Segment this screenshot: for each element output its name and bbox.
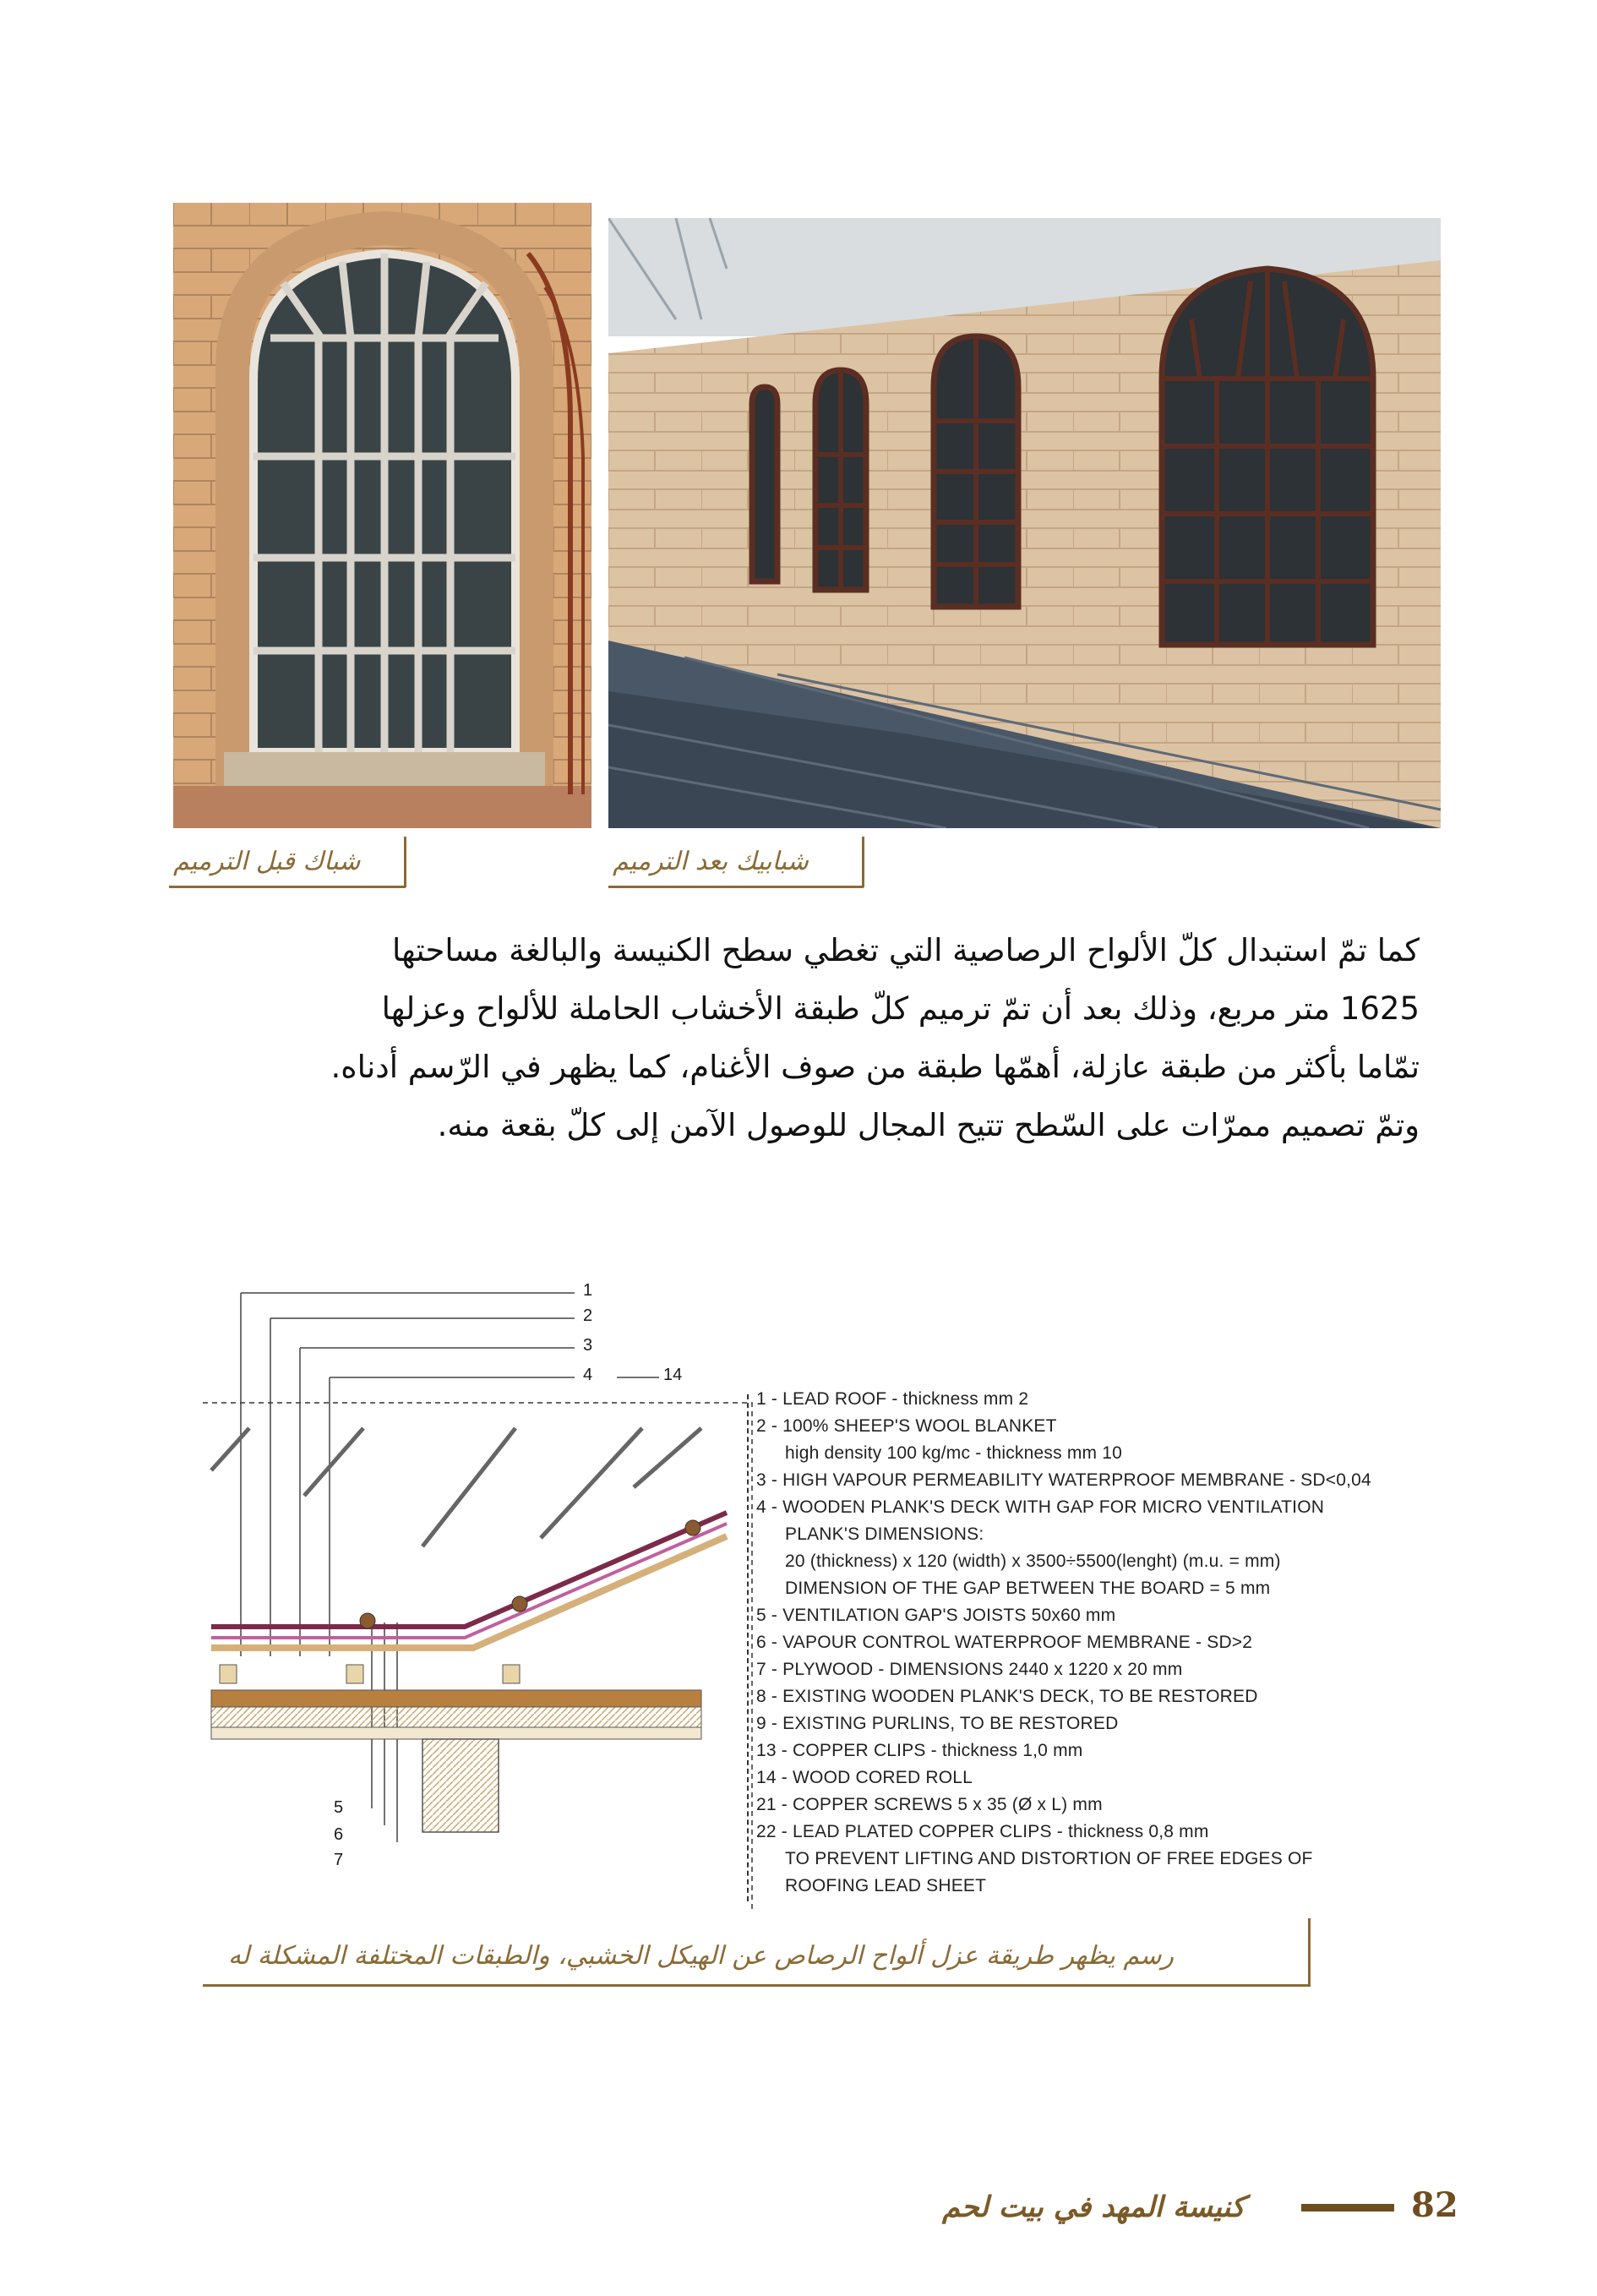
legend-item: 4 - WOODEN PLANK'S DECK WITH GAP FOR MICRO VENTILATION: [756, 1497, 1325, 1517]
diagram-label-2: 2: [583, 1306, 593, 1325]
caption-rule-vertical: [862, 837, 864, 887]
legend-item: high density 100 kg/mc - thickness mm 10: [785, 1443, 1123, 1463]
footer-rule: [1301, 2204, 1394, 2211]
diagram-label-5: 5: [334, 1798, 344, 1817]
legend-item: 8 - EXISTING WOODEN PLANK'S DECK, TO BE RESTORED: [756, 1687, 1258, 1706]
paragraph-line: وتمّ تصميم ممرّات على السّطح تتيح المجال للوصول الآمن إلى كلّ بقعة منه.: [437, 1107, 1420, 1143]
legend-item: 7 - PLYWOOD - DIMENSIONS 2440 x 1220 x 20 mm: [756, 1660, 1183, 1679]
legend-item: 14 - WOOD CORED ROLL: [756, 1768, 973, 1787]
legend-item: 1 - LEAD ROOF - thickness mm 2: [756, 1389, 1029, 1409]
roof-section-diagram: [203, 1268, 760, 1910]
legend-item: 2 - 100% SHEEP'S WOOL BLANKET: [756, 1416, 1057, 1436]
diagram-label-14: 14: [663, 1366, 683, 1384]
paragraph-line: تمّاما بأكثر من طبقة عازلة، أهمّها طبقة من صوف الأغنام، كما يظهر في الرّسم أدناه.: [330, 1049, 1420, 1085]
caption-rule-horizontal: [608, 886, 864, 888]
caption-after: شبابيك بعد الترميم: [613, 847, 809, 876]
diagram-label-3: 3: [583, 1336, 593, 1355]
body-paragraph: [186, 921, 1420, 1154]
legend-item: 9 - EXISTING PURLINS, TO BE RESTORED: [756, 1714, 1119, 1733]
legend-item: DIMENSION OF THE GAP BETWEEN THE BOARD = 5 mm: [785, 1579, 1271, 1598]
legend-item: 6 - VAPOUR CONTROL WATERPROOF MEMBRANE - SD>2: [756, 1633, 1253, 1652]
diagram-label-6: 6: [334, 1825, 344, 1844]
paragraph-line: كما تمّ استبدال كلّ الألواح الرصاصية التي تغطي سطح الكنيسة والبالغة مساحتها: [392, 932, 1420, 968]
caption-rule-vertical: [404, 837, 406, 887]
page-number: 82: [1411, 2185, 1458, 2225]
legend-divider: [747, 1394, 749, 1901]
legend-item: 5 - VENTILATION GAP'S JOISTS 50x60 mm: [756, 1606, 1116, 1625]
legend-item: 22 - LEAD PLATED COPPER CLIPS - thickness 0,8 mm: [756, 1822, 1209, 1841]
photo-window-before: [173, 203, 591, 828]
diagram-label-4: 4: [583, 1366, 593, 1384]
legend-item: ROOFING LEAD SHEET: [785, 1876, 987, 1895]
footer-book-title: كنيسة المهد في بيت لحم: [942, 2190, 1245, 2224]
caption-rule-vertical: [1308, 1918, 1311, 1986]
caption-diagram: رسم يظهر طريقة عزل ألواح الرصاص عن الهيكل الخشبي، والطبقات المختلفة المشكلة له: [228, 1941, 1174, 1971]
caption-rule-horizontal: [203, 1984, 1311, 1987]
photo-windows-after: [608, 218, 1441, 828]
caption-rule-horizontal: [169, 886, 406, 888]
paragraph-line: 1625 متر مربع، وذلك بعد أن تمّ ترميم كلّ طبقة الأخشاب الحاملة للألواح وعزلها: [381, 990, 1420, 1027]
legend-item: PLANK'S DIMENSIONS:: [785, 1524, 984, 1544]
diagram-legend: [756, 1386, 1432, 1900]
diagram-label-1: 1: [583, 1281, 593, 1300]
legend-item: 20 (thickness) x 120 (width) x 3500÷5500(lenght) (m.u. = mm): [785, 1552, 1281, 1571]
legend-item: 21 - COPPER SCREWS 5 x 35 (Ø x L) mm: [756, 1795, 1103, 1814]
diagram-label-7: 7: [334, 1851, 344, 1869]
legend-item: 3 - HIGH VAPOUR PERMEABILITY WATERPROOF MEMBRANE - SD<0,04: [756, 1470, 1371, 1490]
legend-item: 13 - COPPER CLIPS - thickness 1,0 mm: [756, 1741, 1083, 1760]
legend-item: TO PREVENT LIFTING AND DISTORTION OF FREE EDGES OF: [785, 1849, 1313, 1868]
caption-before: شباك قبل الترميم: [173, 847, 361, 876]
